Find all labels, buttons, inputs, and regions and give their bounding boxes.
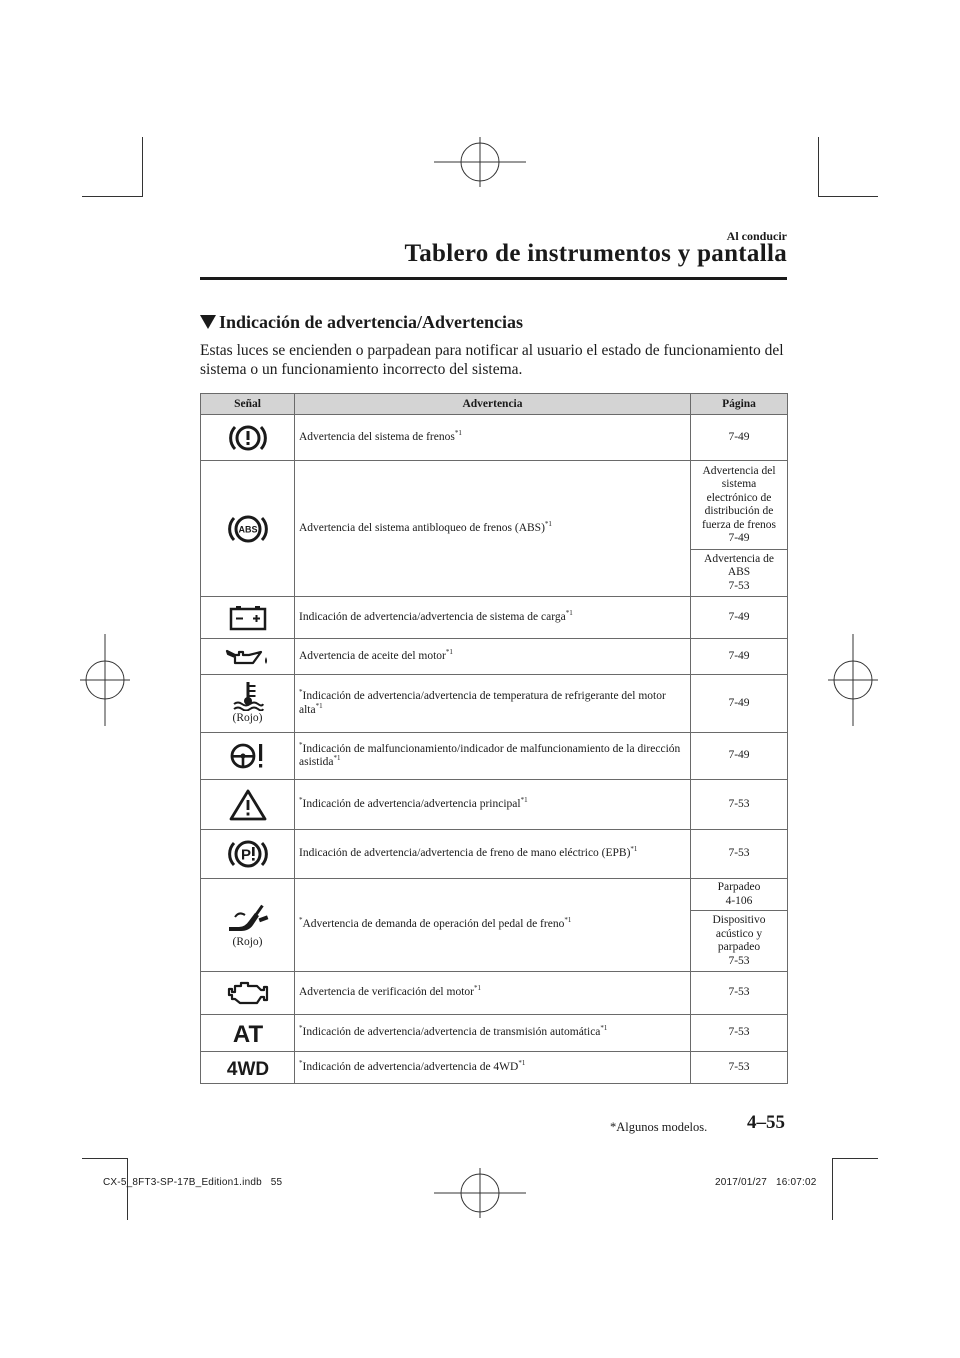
page-cell: Dispositivo acústico y parpadeo 7-53 — [691, 911, 788, 972]
brake-pedal-demand-icon — [225, 901, 271, 935]
registration-mark-right — [828, 634, 878, 726]
crop-mark — [142, 137, 143, 197]
table-row — [201, 415, 788, 461]
4wd-icon — [216, 1057, 280, 1079]
abs-warning-icon — [227, 512, 269, 546]
warning-cell: Indicación de advertencia/advertencia de freno de mano eléctrico (EPB)$^{*1}$ — [295, 830, 691, 879]
header-page: Página — [691, 394, 788, 415]
table-row — [201, 879, 788, 911]
table-row — [201, 733, 788, 780]
registration-mark-left — [80, 634, 130, 726]
warning-cell: *Indicación de advertencia/advertencia principal$^{*1}$ — [295, 780, 691, 830]
svg-text:ABS: ABS — [237, 524, 258, 534]
crop-mark — [82, 196, 142, 197]
page-cell: Advertencia de ABS 7-53 — [691, 550, 788, 597]
page-cell: 7-53 — [691, 972, 788, 1015]
table-row — [201, 639, 788, 675]
chapter-label: Al conducir — [726, 229, 787, 243]
warning-cell: *Indicación de malfuncionamiento/indicador de malfuncionamiento de la dirección asistida$^{*1}$ — [295, 733, 691, 780]
coolant-temperature-icon — [230, 681, 266, 711]
table-row — [201, 675, 788, 733]
warning-cell: Advertencia de aceite del motor$^{*1}$ — [295, 639, 691, 675]
header-warning: Advertencia — [295, 394, 691, 415]
print-slug-file: CX-5_8FT3-SP-17B_Edition1.indb 55 — [103, 1177, 283, 1188]
page-number: 4–55 — [747, 1112, 785, 1133]
page-cell: 7-49 — [691, 733, 788, 780]
oil-can-icon — [225, 647, 271, 667]
section-title — [200, 312, 523, 333]
page-cell: 7-53 — [691, 1052, 788, 1084]
at-icon — [225, 1020, 271, 1046]
footnote: *Algunos modelos. — [610, 1120, 708, 1134]
header-signal: Señal — [201, 394, 295, 415]
table-row — [201, 1052, 788, 1084]
crop-mark — [832, 1158, 833, 1220]
crop-mark — [832, 1158, 878, 1159]
svg-text:4WD: 4WD — [226, 1058, 269, 1079]
svg-text:AT: AT — [232, 1021, 263, 1046]
triangle-bullet-icon — [200, 315, 216, 329]
page-cell: 7-49 — [691, 639, 788, 675]
page-cell: 7-49 — [691, 597, 788, 639]
svg-text:P: P — [240, 846, 251, 864]
check-engine-icon — [226, 979, 270, 1007]
page-cell: 7-53 — [691, 1015, 788, 1052]
table-row — [201, 461, 788, 550]
brake-warning-icon — [228, 421, 268, 455]
warning-cell: *Indicación de advertencia/advertencia de transmisión automática$^{*1}$ — [295, 1015, 691, 1052]
page-cell: 7-49 — [691, 415, 788, 461]
registration-mark-bottom — [434, 1168, 526, 1220]
print-slug-date: 2017/01/27 16:07:02 — [715, 1177, 817, 1188]
page-title: Tablero de instrumentos y pantalla — [404, 240, 787, 267]
section-title-text: Indicación de advertencia/Advertencias — [219, 312, 523, 332]
warning-cell: *Indicación de advertencia/advertencia de 4WD$^{*1}$ — [295, 1052, 691, 1084]
page-cell: 7-53 — [691, 830, 788, 879]
page-cell: Advertencia del sistema electrónico de distribución de fuerza de frenos 7-49 — [691, 461, 788, 550]
warning-cell: Advertencia del sistema antibloqueo de frenos (ABS)$^{*1}$ — [295, 461, 691, 597]
table-row — [201, 830, 788, 879]
battery-icon — [228, 605, 268, 631]
color-note: (Rojo) — [232, 712, 263, 725]
page-cell: Parpadeo 4-106 — [691, 879, 788, 911]
master-warning-icon — [228, 788, 268, 822]
crop-mark — [127, 1158, 128, 1220]
table-row — [201, 972, 788, 1015]
page-cell: 7-53 — [691, 780, 788, 830]
table-header-row — [201, 394, 788, 415]
crop-mark — [818, 137, 819, 197]
warning-cell: *Advertencia de demanda de operación del pedal de freno$^{*1}$ — [295, 879, 691, 972]
crop-mark — [82, 1158, 128, 1159]
epb-icon — [227, 837, 269, 871]
warning-cell: Advertencia de verificación del motor$^{*1}$ — [295, 972, 691, 1015]
header-rule — [200, 277, 787, 280]
warning-cell: *Indicación de advertencia/advertencia de temperatura de refrigerante del motor alta$^{*1}$ — [295, 675, 691, 733]
page-cell: 7-49 — [691, 675, 788, 733]
table-row — [201, 780, 788, 830]
crop-mark — [818, 196, 878, 197]
warning-cell: Advertencia del sistema de frenos$^{*1}$ — [295, 415, 691, 461]
warning-cell: Indicación de advertencia/advertencia de sistema de carga$^{*1}$ — [295, 597, 691, 639]
color-note: (Rojo) — [232, 935, 263, 948]
power-steering-icon — [228, 741, 268, 771]
warning-table — [200, 393, 787, 1084]
table-row — [201, 1015, 788, 1052]
intro-paragraph: Estas luces se encienden o parpadean para notificar al usuario el estado de funcionamiento del sistema o un funcionamiento incorrecto del sistema. — [200, 342, 784, 378]
registration-mark-top — [434, 137, 526, 189]
table-row — [201, 597, 788, 639]
